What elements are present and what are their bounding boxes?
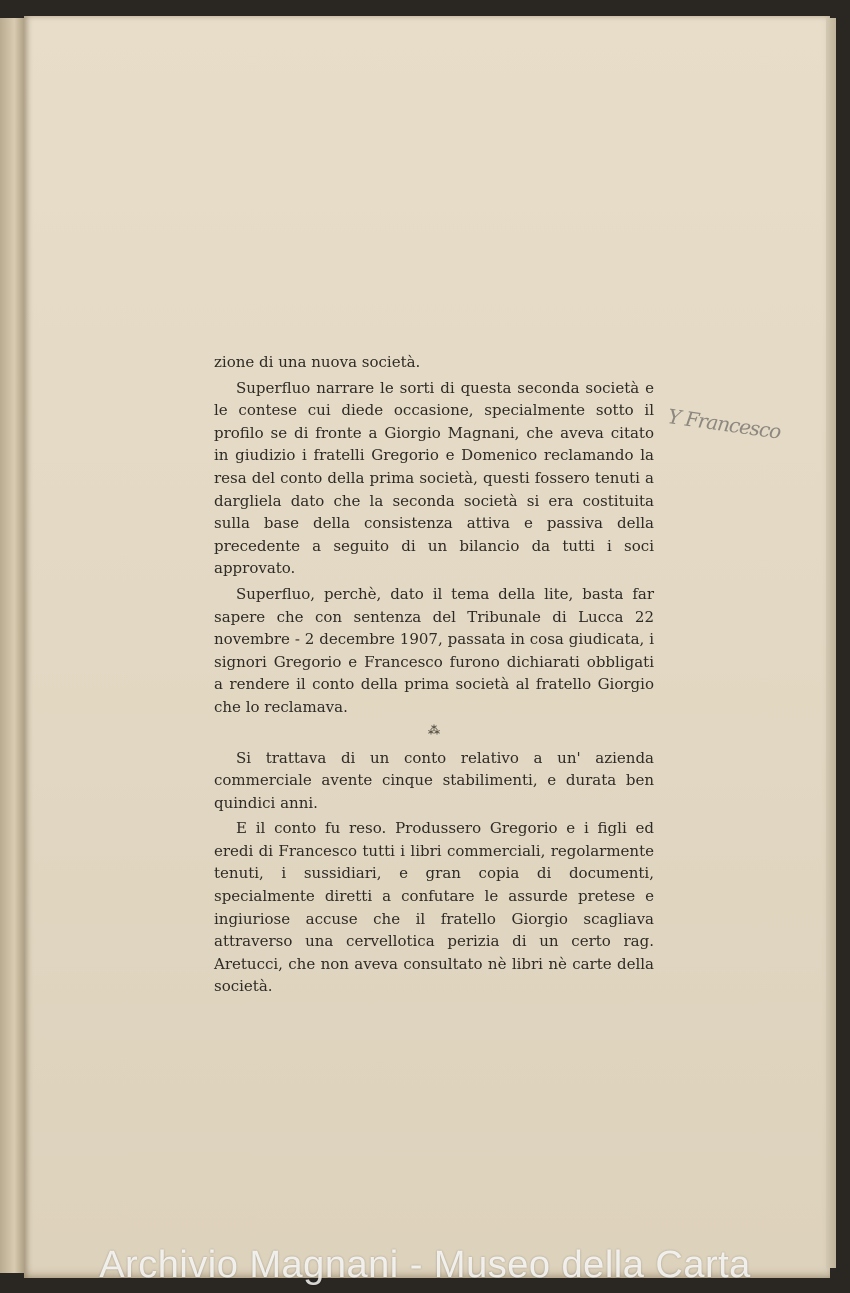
document-text [214, 351, 654, 1001]
page-stack-edge [826, 18, 836, 1268]
handwritten-margin-note: Y Francesco [666, 404, 782, 444]
paragraph: E il conto fu reso. Produssero Gregorio e i figli ed eredi di Francesco tutti i libri commerciali, regolarmente tenuti, i sussidiari, e gran copia di documenti, specialmente diretti a confutare le assurde pretese e ingiuriose accuse che il fratello Giorgio scagliava attraverso una cervellotica perizia di un certo rag. Aretucci, che non aveva consultato nè libri nè carte della società. [214, 819, 654, 996]
archive-watermark: Archivio Magnani - Museo della Carta [99, 1244, 751, 1286]
section-separator: ⁂ [428, 722, 440, 737]
paragraph: Si trattava di un conto relativo a un' azienda commerciale avente cinque stabilimenti, e durata ben quindici anni. [214, 748, 654, 812]
left-page-edge [0, 18, 26, 1273]
paragraph-continuation: zione di una nuova società. [214, 353, 421, 371]
paragraph: Superfluo, perchè, dato il tema della lite, basta far sapere che con sentenza del Tribunale di Lucca 22 novembre - 2 decembre 1907, passata in cosa giudicata, i signori Gregorio e Francesco furono dichiarati obbligati a rendere il conto della prima società al fratello Giorgio che lo reclamava. [214, 584, 654, 716]
paragraph: Superfluo narrare le sorti di questa seconda società e le contese cui diede occasione, specialmente sotto il profilo se di fronte a Giorgio Magnani, che aveva citato in giudizio i fratelli Gregorio e Domenico reclamando la resa del conto della prima società, questi fossero tenuti a dargliela dato che la seconda società si era costituita sulla base della consistenza attiva e passiva della precedente a seguito di un bilancio da tutti i soci approvato. [214, 378, 654, 578]
